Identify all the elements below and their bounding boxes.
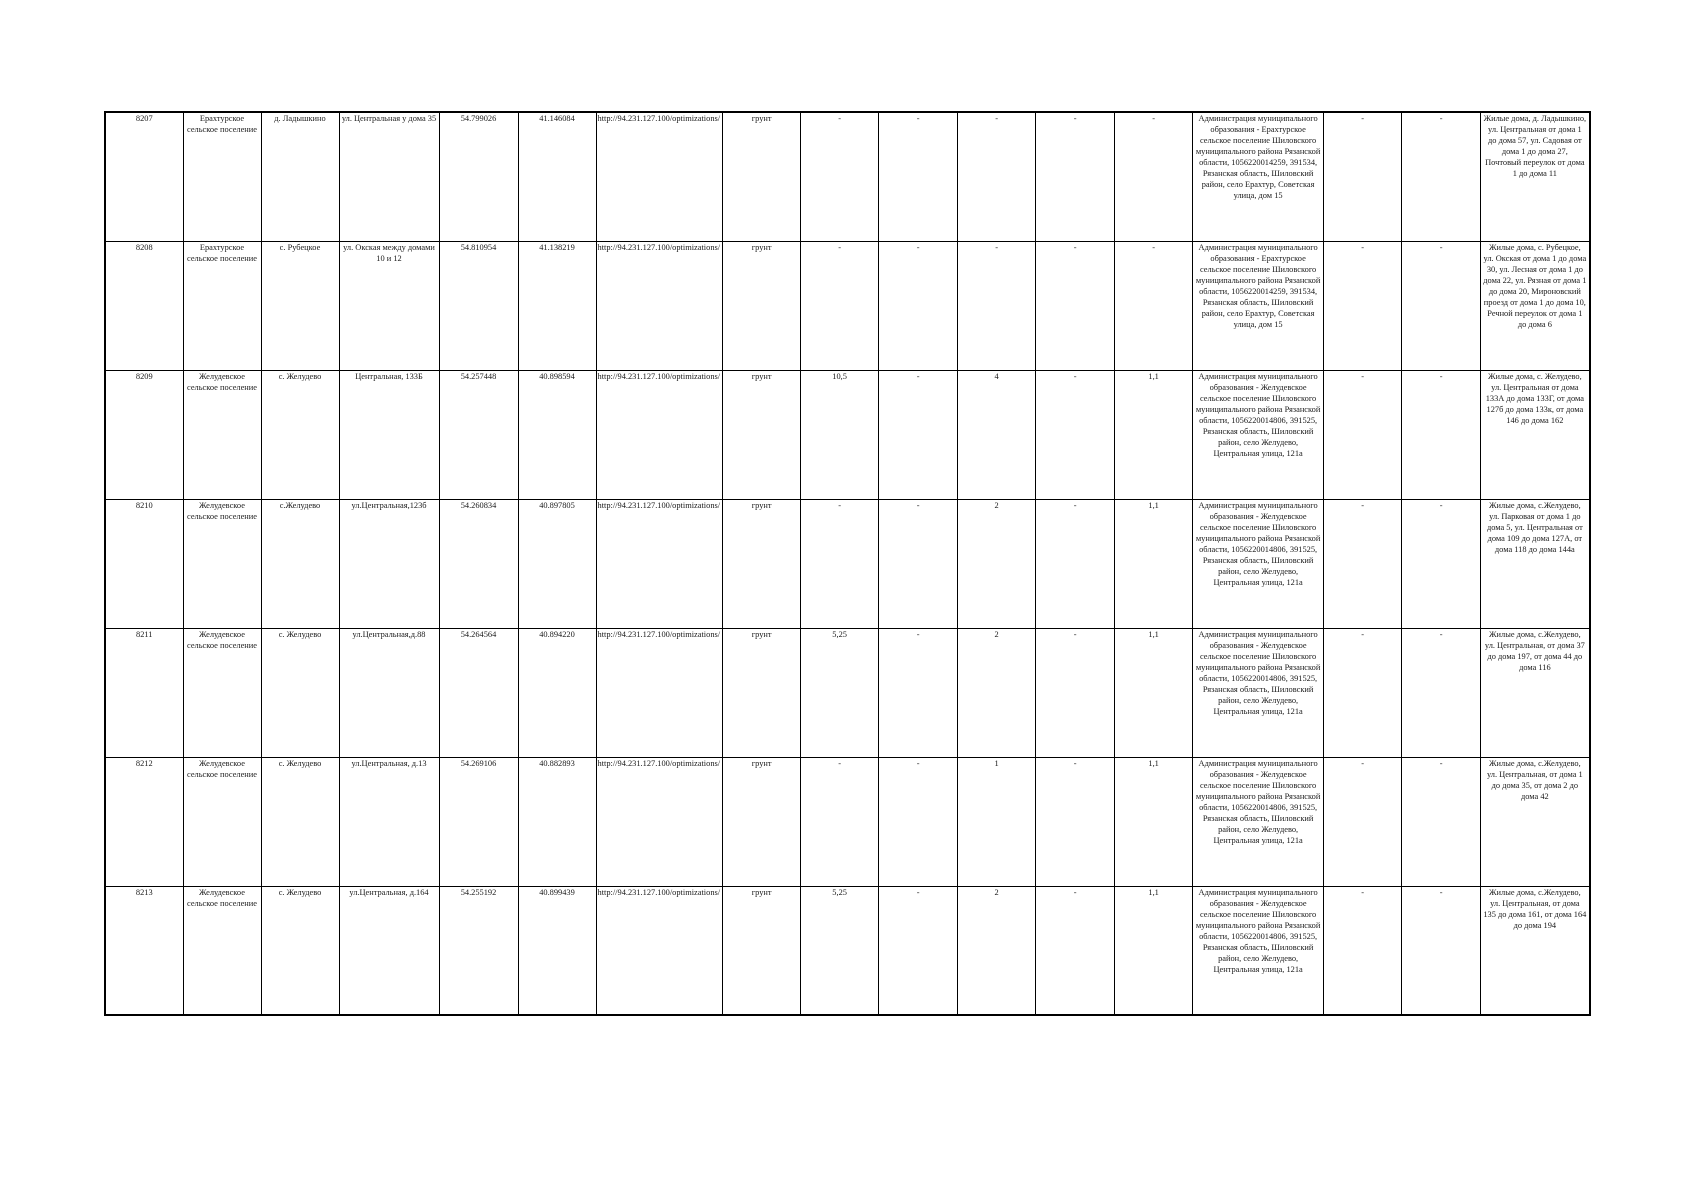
scheme-link-cell: http://94.231.127.100/optimizations/ bbox=[596, 241, 723, 370]
table-row bbox=[105, 757, 1590, 886]
site-address-cell: Центральная, 133Б bbox=[339, 370, 439, 499]
surface-type-cell: грунт bbox=[723, 757, 801, 886]
column-value-cell: - bbox=[1402, 241, 1481, 370]
row-number-cell: 8213 bbox=[105, 886, 183, 1015]
served-objects-cell: Жилые дома, с. Рубецкое, ул. Окская от дома 1 до дома 30, ул. Лесная от дома 1 до дома 22, ул. Рязная от дома 1 до дома 20, Мироновский проезд от дома 1 до дома 10, Речной переулок от дома 1 до дома 6 bbox=[1481, 241, 1590, 370]
surface-type-cell: грунт bbox=[723, 370, 801, 499]
container-count-cell: - bbox=[958, 112, 1036, 241]
column-value-cell: - bbox=[1324, 241, 1402, 370]
column-value-cell: - bbox=[1324, 757, 1402, 886]
scheme-link-cell: http://94.231.127.100/optimizations/ bbox=[596, 499, 723, 628]
row-number-cell: 8210 bbox=[105, 499, 183, 628]
scheme-link-cell: http://94.231.127.100/optimizations/ bbox=[596, 628, 723, 757]
scheme-link-cell: http://94.231.127.100/optimizations/ bbox=[596, 112, 723, 241]
container-volume-cell: - bbox=[1115, 241, 1193, 370]
container-count-cell: 1 bbox=[958, 757, 1036, 886]
area-value-cell: - bbox=[801, 757, 879, 886]
container-volume-cell: 1,1 bbox=[1115, 886, 1193, 1015]
served-objects-cell: Жилые дома, с.Желудево, ул. Парковая от дома 1 до дома 5, ул. Центральная от дома 109 до дома 127А, от дома 118 до дома 144а bbox=[1481, 499, 1590, 628]
site-address-cell: ул. Окская между домами 10 и 12 bbox=[339, 241, 439, 370]
latitude-cell: 54.264564 bbox=[439, 628, 518, 757]
served-objects-cell: Жилые дома, с.Желудево, ул. Центральная, от дома 1 до дома 35, от дома 2 до дома 42 bbox=[1481, 757, 1590, 886]
table-row bbox=[105, 628, 1590, 757]
area-value-cell: - bbox=[801, 499, 879, 628]
latitude-cell: 54.257448 bbox=[439, 370, 518, 499]
longitude-cell: 40.898594 bbox=[518, 370, 596, 499]
owner-details-cell: Администрация муниципального образования - Желудевское сельское поселение Шиловского муниципального района Рязанской области, 1056220014806, 391525, Рязанская область, Шиловский район, село Желудево, Центральная улица, 121а bbox=[1193, 886, 1324, 1015]
served-objects-cell: Жилые дома, д. Ладышкино, ул. Центральная от дома 1 до дома 57, ул. Садовая от дома 1 до дома 27, Почтовый переулок от дома 1 до дома 11 bbox=[1481, 112, 1590, 241]
area-value-cell: - bbox=[801, 241, 879, 370]
latitude-cell: 54.255192 bbox=[439, 886, 518, 1015]
surface-type-cell: грунт bbox=[723, 241, 801, 370]
owner-details-cell: Администрация муниципального образования - Желудевское сельское поселение Шиловского муниципального района Рязанской области, 1056220014806, 391525, Рязанская область, Шиловский район, село Желудево, Центральная улица, 121а bbox=[1193, 628, 1324, 757]
column-value-cell: - bbox=[1402, 628, 1481, 757]
served-objects-cell: Жилые дома, с.Желудево, ул. Центральная, от дома 135 до дома 161, от дома 164 до дома 194 bbox=[1481, 886, 1590, 1015]
column-value-cell: - bbox=[1036, 886, 1115, 1015]
column-value-cell: - bbox=[1324, 499, 1402, 628]
owner-details-cell: Администрация муниципального образования - Желудевское сельское поселение Шиловского муниципального района Рязанской области, 1056220014806, 391525, Рязанская область, Шиловский район, село Желудево, Центральная улица, 121а bbox=[1193, 757, 1324, 886]
row-number-cell: 8207 bbox=[105, 112, 183, 241]
column-value-cell: - bbox=[1036, 112, 1115, 241]
scheme-link-cell: http://94.231.127.100/optimizations/ bbox=[596, 886, 723, 1015]
locality-cell: с. Желудево bbox=[261, 370, 339, 499]
locality-cell: с.Желудево bbox=[261, 499, 339, 628]
column-value-cell: - bbox=[1036, 628, 1115, 757]
settlement-name-cell: Желудевское сельское поселение bbox=[183, 757, 261, 886]
column-value-cell: - bbox=[879, 757, 958, 886]
settlement-name-cell: Желудевское сельское поселение bbox=[183, 499, 261, 628]
column-value-cell: - bbox=[879, 628, 958, 757]
longitude-cell: 40.899439 bbox=[518, 886, 596, 1015]
longitude-cell: 40.894220 bbox=[518, 628, 596, 757]
site-address-cell: ул.Центральная,д.88 bbox=[339, 628, 439, 757]
served-objects-cell: Жилые дома, с. Желудево, ул. Центральная от дома 133А до дома 133Г, от дома 127б до дома 133к, от дома 146 до дома 162 bbox=[1481, 370, 1590, 499]
column-value-cell: - bbox=[1402, 886, 1481, 1015]
column-value-cell: - bbox=[879, 370, 958, 499]
container-volume-cell: 1,1 bbox=[1115, 628, 1193, 757]
settlement-name-cell: Ерахтурское сельское поселение bbox=[183, 241, 261, 370]
container-count-cell: 4 bbox=[958, 370, 1036, 499]
longitude-cell: 40.882893 bbox=[518, 757, 596, 886]
column-value-cell: - bbox=[879, 886, 958, 1015]
column-value-cell: - bbox=[1036, 757, 1115, 886]
row-number-cell: 8211 bbox=[105, 628, 183, 757]
column-value-cell: - bbox=[879, 241, 958, 370]
latitude-cell: 54.260834 bbox=[439, 499, 518, 628]
site-address-cell: ул.Центральная, д.13 bbox=[339, 757, 439, 886]
surface-type-cell: грунт bbox=[723, 499, 801, 628]
locality-cell: с. Желудево bbox=[261, 628, 339, 757]
longitude-cell: 41.146084 bbox=[518, 112, 596, 241]
scheme-link-cell: http://94.231.127.100/optimizations/ bbox=[596, 757, 723, 886]
served-objects-cell: Жилые дома, с.Желудево, ул. Центральная, от дома 37 до дома 197, от дома 44 до дома 116 bbox=[1481, 628, 1590, 757]
row-number-cell: 8208 bbox=[105, 241, 183, 370]
table-row bbox=[105, 370, 1590, 499]
settlement-name-cell: Ерахтурское сельское поселение bbox=[183, 112, 261, 241]
table-row bbox=[105, 886, 1590, 1015]
container-volume-cell: - bbox=[1115, 112, 1193, 241]
longitude-cell: 41.138219 bbox=[518, 241, 596, 370]
area-value-cell: 5,25 bbox=[801, 628, 879, 757]
column-value-cell: - bbox=[1324, 628, 1402, 757]
area-value-cell: 10,5 bbox=[801, 370, 879, 499]
column-value-cell: - bbox=[1036, 241, 1115, 370]
surface-type-cell: грунт bbox=[723, 886, 801, 1015]
latitude-cell: 54.269106 bbox=[439, 757, 518, 886]
settlement-name-cell: Желудевское сельское поселение bbox=[183, 628, 261, 757]
table-row bbox=[105, 241, 1590, 370]
container-count-cell: 2 bbox=[958, 499, 1036, 628]
area-value-cell: - bbox=[801, 112, 879, 241]
column-value-cell: - bbox=[1036, 499, 1115, 628]
locality-cell: д. Ладышкино bbox=[261, 112, 339, 241]
site-address-cell: ул.Центральная,123б bbox=[339, 499, 439, 628]
container-count-cell: - bbox=[958, 241, 1036, 370]
owner-details-cell: Администрация муниципального образования - Ерахтурское сельское поселение Шиловского муниципального района Рязанской области, 1056220014259, 391534, Рязанская область, Шиловский район, село Ерахтур, Советская улица, дом 15 bbox=[1193, 112, 1324, 241]
owner-details-cell: Администрация муниципального образования - Желудевское сельское поселение Шиловского муниципального района Рязанской области, 1056220014806, 391525, Рязанская область, Шиловский район, село Желудево, Центральная улица, 121а bbox=[1193, 499, 1324, 628]
container-count-cell: 2 bbox=[958, 886, 1036, 1015]
area-value-cell: 5,25 bbox=[801, 886, 879, 1015]
owner-details-cell: Администрация муниципального образования - Желудевское сельское поселение Шиловского муниципального района Рязанской области, 1056220014806, 391525, Рязанская область, Шиловский район, село Желудево, Центральная улица, 121а bbox=[1193, 370, 1324, 499]
row-number-cell: 8212 bbox=[105, 757, 183, 886]
column-value-cell: - bbox=[1402, 757, 1481, 886]
latitude-cell: 54.799026 bbox=[439, 112, 518, 241]
column-value-cell: - bbox=[1324, 886, 1402, 1015]
column-value-cell: - bbox=[1324, 112, 1402, 241]
table-row bbox=[105, 112, 1590, 241]
container-volume-cell: 1,1 bbox=[1115, 499, 1193, 628]
site-address-cell: ул. Центральная у дома 35 bbox=[339, 112, 439, 241]
column-value-cell: - bbox=[1402, 370, 1481, 499]
container-sites-table bbox=[104, 111, 1591, 1016]
column-value-cell: - bbox=[1324, 370, 1402, 499]
column-value-cell: - bbox=[1036, 370, 1115, 499]
site-address-cell: ул.Центральная, д.164 bbox=[339, 886, 439, 1015]
longitude-cell: 40.897805 bbox=[518, 499, 596, 628]
scheme-link-cell: http://94.231.127.100/optimizations/ bbox=[596, 370, 723, 499]
owner-details-cell: Администрация муниципального образования - Ерахтурское сельское поселение Шиловского муниципального района Рязанской области, 1056220014259, 391534, Рязанская область, Шиловский район, село Ерахтур, Советская улица, дом 15 bbox=[1193, 241, 1324, 370]
column-value-cell: - bbox=[879, 499, 958, 628]
container-volume-cell: 1,1 bbox=[1115, 370, 1193, 499]
container-volume-cell: 1,1 bbox=[1115, 757, 1193, 886]
column-value-cell: - bbox=[1402, 499, 1481, 628]
surface-type-cell: грунт bbox=[723, 628, 801, 757]
settlement-name-cell: Желудевское сельское поселение bbox=[183, 370, 261, 499]
settlement-name-cell: Желудевское сельское поселение bbox=[183, 886, 261, 1015]
table-row bbox=[105, 499, 1590, 628]
column-value-cell: - bbox=[879, 112, 958, 241]
locality-cell: с. Желудево bbox=[261, 886, 339, 1015]
locality-cell: с. Рубецкое bbox=[261, 241, 339, 370]
row-number-cell: 8209 bbox=[105, 370, 183, 499]
container-count-cell: 2 bbox=[958, 628, 1036, 757]
latitude-cell: 54.810954 bbox=[439, 241, 518, 370]
locality-cell: с. Желудево bbox=[261, 757, 339, 886]
surface-type-cell: грунт bbox=[723, 112, 801, 241]
column-value-cell: - bbox=[1402, 112, 1481, 241]
